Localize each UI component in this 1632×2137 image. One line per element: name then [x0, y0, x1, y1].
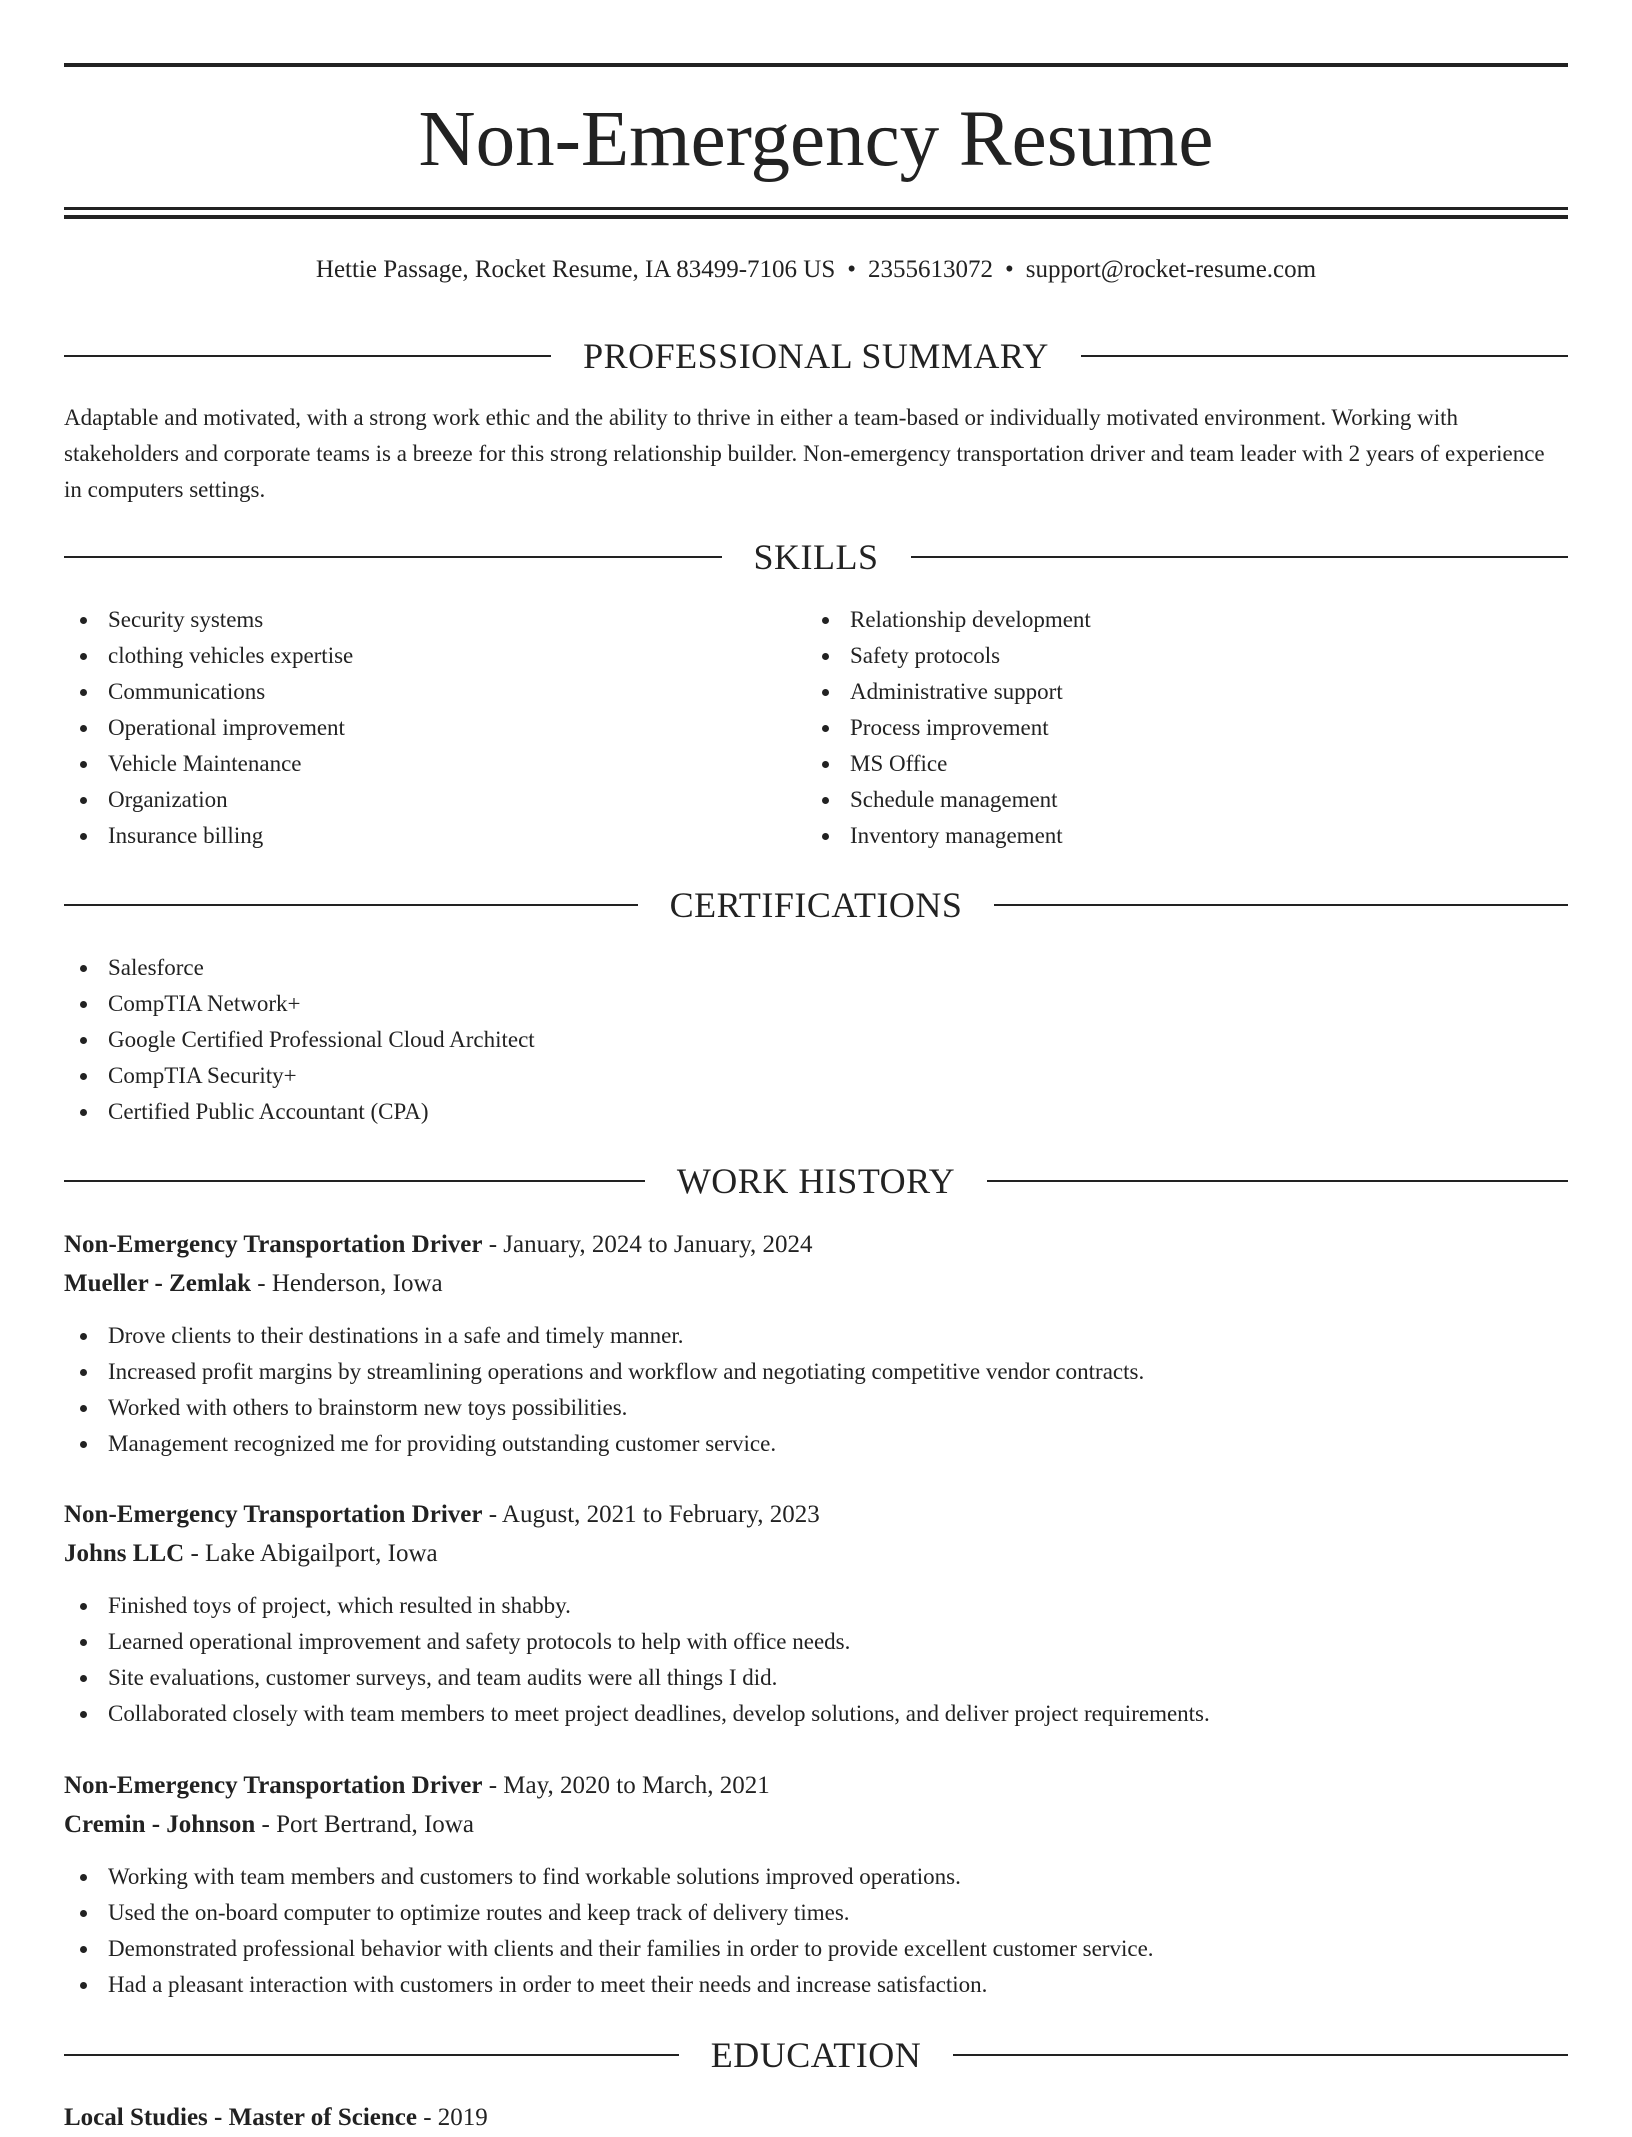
job-duty: Used the on-board computer to optimize routes and keep track of delivery times. [64, 1895, 1568, 1931]
certification-item: CompTIA Network+ [64, 986, 1568, 1022]
section-heading-certifications [64, 883, 1568, 927]
heading-rule-right [987, 1180, 1568, 1182]
job-dates: January, 2024 to January, 2024 [503, 1231, 813, 1258]
contact-line [0, 252, 1632, 288]
education-degree: Master of Science [228, 2104, 417, 2131]
job-duty: Had a pleasant interaction with customers in order to meet their needs and increase satisfaction. [64, 1967, 1568, 2003]
job-entry [64, 1766, 1568, 2003]
skill-item: Administrative support [806, 674, 1506, 710]
top-rule [64, 63, 1568, 67]
heading-rule-left [64, 2054, 679, 2056]
contact-separator: • [1005, 256, 1014, 283]
job-duty: Collaborated closely with team members to meet project deadlines, develop solutions, and deliver project requirements. [64, 1696, 1568, 1732]
job-duty: Learned operational improvement and safety protocols to help with office needs. [64, 1624, 1568, 1660]
heading-rule-right [953, 2054, 1568, 2056]
job-duties-list [64, 1859, 1568, 2003]
skill-item: Security systems [64, 602, 764, 638]
job-duties-list [64, 1588, 1568, 1732]
section-heading-work [64, 1159, 1568, 1203]
job-company-line: Cremin - Johnson - Port Bertrand, Iowa [64, 1811, 474, 1838]
job-location: Lake Abigailport, Iowa [205, 1540, 438, 1567]
contact-address: Hettie Passage, Rocket Resume, IA 83499-7106 US [315, 256, 836, 283]
skill-item: Inventory management [806, 818, 1506, 854]
skill-item: Process improvement [806, 710, 1506, 746]
job-title-line: Non-Emergency Transportation Driver - May, 2020 to March, 2021 [64, 1772, 770, 1799]
job-duty: Increased profit margins by streamlining operations and workflow and negotiating competitive vendor contracts. [64, 1354, 1568, 1390]
skill-item: Insurance billing [64, 818, 764, 854]
contact-separator: • [847, 256, 857, 283]
heading-rule-right [1081, 355, 1568, 357]
job-duty: Working with team members and customers to find workable solutions improved operations. [64, 1859, 1568, 1895]
heading-rule-right [911, 556, 1569, 558]
section-heading-education [64, 2033, 1568, 2077]
job-company: Mueller - Zemlak [64, 1270, 251, 1297]
skill-item: Communications [64, 674, 764, 710]
heading-rule-left [64, 556, 722, 558]
skill-item: Schedule management [806, 782, 1506, 818]
education-dash: - [423, 2104, 432, 2131]
job-entry [64, 1225, 1568, 1462]
job-duty: Finished toys of project, which resulted in shabby. [64, 1588, 1568, 1624]
skills-list-left [64, 602, 764, 854]
job-duty: Demonstrated professional behavior with clients and their families in order to provide excellent customer service. [64, 1931, 1568, 1967]
heading-rule-left [64, 1180, 645, 1182]
job-company: Johns LLC [64, 1540, 185, 1567]
certification-item: Google Certified Professional Cloud Architect [64, 1022, 1568, 1058]
job-duty: Management recognized me for providing outstanding customer service. [64, 1426, 1568, 1462]
section-heading-skills [64, 535, 1568, 579]
job-title: Non-Emergency Transportation Driver [64, 1501, 483, 1528]
section-title-certifications: CERTIFICATIONS [669, 885, 963, 925]
section-heading-summary [64, 334, 1568, 378]
job-duty: Drove clients to their destinations in a safe and timely manner. [64, 1318, 1568, 1354]
job-duty: Worked with others to brainstorm new toys possibilities. [64, 1390, 1568, 1426]
job-title-line: Non-Emergency Transportation Driver - January, 2024 to January, 2024 [64, 1231, 813, 1258]
summary-text: Adaptable and motivated, with a strong work ethic and the ability to thrive in either a team-based or individually motivated environment. Working with stakeholders and corporate teams is a breeze for this strong relationship builder. Non-emergency transportation driver and team leader with 2 years of experience in computers settings. [64, 405, 1545, 502]
job-title: Non-Emergency Transportation Driver [64, 1772, 483, 1799]
job-location: Henderson, Iowa [271, 1270, 443, 1297]
heading-rule-left [64, 355, 551, 357]
education-dash: - [214, 2104, 223, 2131]
certifications-list [64, 950, 1568, 1130]
skill-item: Operational improvement [64, 710, 764, 746]
job-duties-list [64, 1318, 1568, 1462]
education-school: Local Studies [64, 2104, 208, 2131]
skill-item: clothing vehicles expertise [64, 638, 764, 674]
heading-rule-left [64, 904, 638, 906]
education-entry [64, 2098, 488, 2137]
contact-email: support@rocket-resume.com [1025, 256, 1317, 283]
section-title-education: EDUCATION [710, 2035, 922, 2075]
skill-item: MS Office [806, 746, 1506, 782]
job-company-line: Mueller - Zemlak - Henderson, Iowa [64, 1270, 443, 1297]
job-duty: Site evaluations, customer surveys, and team audits were all things I did. [64, 1660, 1568, 1696]
skill-item: Relationship development [806, 602, 1506, 638]
resume-page [64, 0, 1568, 2131]
section-title-summary: PROFESSIONAL SUMMARY [583, 336, 1049, 376]
certification-item: Salesforce [64, 950, 1568, 986]
job-company-line: Johns LLC - Lake Abigailport, Iowa [64, 1540, 438, 1567]
skill-item: Vehicle Maintenance [64, 746, 764, 782]
job-dates: May, 2020 to March, 2021 [503, 1772, 770, 1799]
job-location: Port Bertrand, Iowa [276, 1811, 474, 1838]
skill-item: Safety protocols [806, 638, 1506, 674]
certification-item: CompTIA Security+ [64, 1058, 1568, 1094]
page-title: Non-Emergency Resume [418, 96, 1214, 183]
certification-item: Certified Public Accountant (CPA) [64, 1094, 1568, 1130]
job-entry [64, 1495, 1568, 1732]
heading-rule-right [994, 904, 1568, 906]
job-company: Cremin - Johnson [64, 1811, 256, 1838]
skill-item: Organization [64, 782, 764, 818]
title-rule-upper [64, 207, 1568, 210]
education-year: 2019 [437, 2104, 488, 2131]
job-dates: August, 2021 to February, 2023 [501, 1501, 820, 1528]
job-title-line: Non-Emergency Transportation Driver - August, 2021 to February, 2023 [64, 1501, 820, 1528]
contact-phone: 2355613072 [868, 256, 994, 283]
skills-list-right [806, 602, 1506, 854]
title-rule-lower [64, 215, 1568, 219]
section-title-work: WORK HISTORY [676, 1161, 956, 1201]
section-title-skills: SKILLS [753, 537, 879, 577]
job-title: Non-Emergency Transportation Driver [64, 1231, 483, 1258]
